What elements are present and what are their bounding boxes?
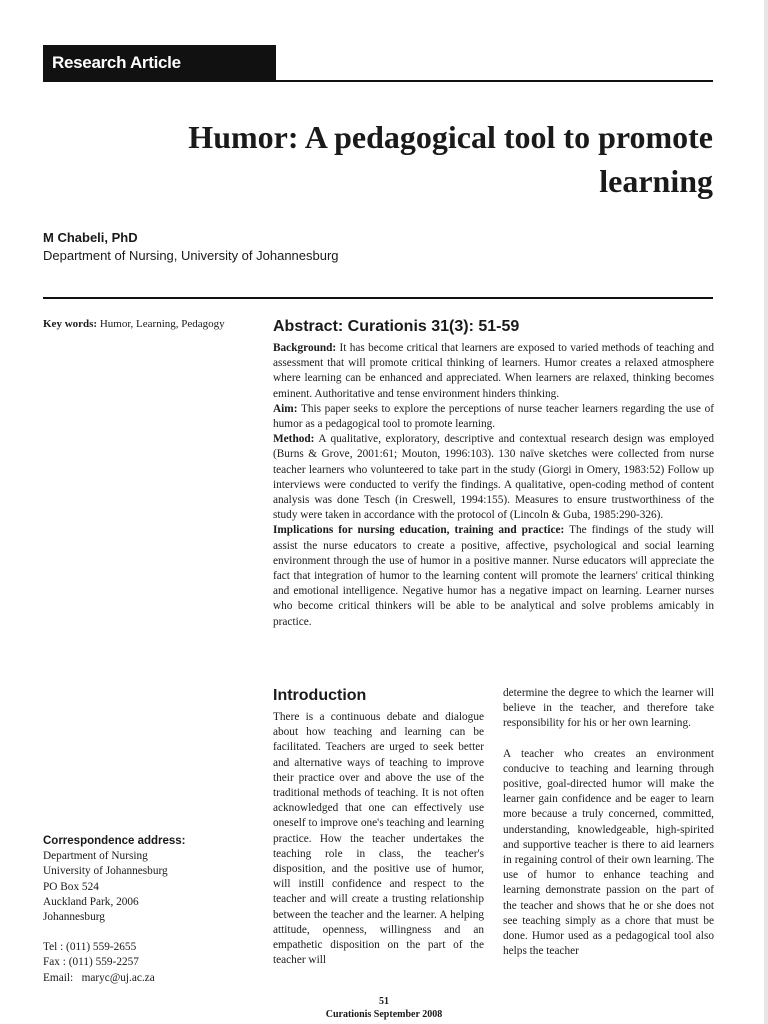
introduction-paragraph-2: determine the degree to which the learner will believe in the teacher, and therefore take responsibility for his or her own learning. bbox=[503, 687, 714, 730]
abstract-aim-label: Aim: bbox=[273, 402, 298, 415]
introduction-heading: Introduction bbox=[273, 687, 367, 704]
author-affiliation: Department of Nursing, University of Johannesburg bbox=[43, 248, 339, 263]
introduction-paragraph-3: A teacher who creates an environment conducive to teaching and learning through positive, goal-directed humor will make the learner gain confidence and be eager to learn more because a truly concerned, committed, understanding, knowledgeable, high-spirited and supportive teacher is there to aid learners in regaining control of their own learning. The use of humor to enhance teaching and learning demonstrate passion on the part of the teacher and shows that he or she does not see teaching simply as a chore that must be done. Humor used as a pedagogical tool also helps the teacher bbox=[503, 747, 714, 958]
abstract-heading: Abstract: Curationis 31(3): 51-59 bbox=[273, 318, 520, 335]
correspondence-line: Johannesburg bbox=[43, 911, 105, 924]
correspondence-email: Email: maryc@uj.ac.za bbox=[43, 971, 155, 984]
abstract-aim bbox=[273, 402, 714, 432]
correspondence-fax: Fax : (011) 559-2257 bbox=[43, 956, 139, 969]
correspondence-heading: Correspondence address: bbox=[43, 835, 186, 847]
abstract-implications-text: The findings of the study will assist the nurse educators to create a positive, affective, psychological and social learning environment through the use of humor in a positive manner. Nurse educators will appreciate the fact that integration of humor to the learning content will promote the learners' critical thinking and emotional intelligence. Negative humor has a negative impact on learning. Learner nurses who become critical thinkers will be able to be analytical and solve problems amicably in practice. bbox=[273, 524, 714, 628]
correspondence-tel: Tel : (011) 559-2655 bbox=[43, 941, 137, 954]
abstract-background bbox=[273, 341, 714, 402]
introduction-paragraph-1: There is a continuous debate and dialogue about how teaching and learning can be facilitated. Teachers are urged to seek better and alternative ways of teaching to improve their practice over and above the use of the traditional methods of teaching. It is not often acknowledged that one can effectively use oneself to improve one's teaching and learning practice. How the teacher undertakes the teaching role in class, the teacher's disposition, and the positive use of humor, will instill confidence and respect to the teacher and will create a trusting relationship between the teacher and the learner. A helping attitude, openness, willingness and an empathetic disposition on the part of the teacher will bbox=[273, 711, 484, 967]
abstract bbox=[273, 317, 714, 630]
abstract-method bbox=[273, 432, 714, 523]
abstract-aim-text: This paper seeks to explore the perceptions of nurse teacher learners regarding the use of humor as a pedagogical tool to promote learning. bbox=[273, 402, 714, 431]
correspondence-line: PO Box 524 bbox=[43, 880, 99, 893]
introduction-column-1 bbox=[273, 686, 484, 968]
keywords bbox=[43, 318, 225, 330]
article-type-banner: Research Article bbox=[43, 45, 276, 81]
author-name: M Chabeli, PhD bbox=[43, 230, 138, 245]
abstract-implications bbox=[273, 523, 714, 629]
abstract-background-text: It has become critical that learners are exposed to varied methods of teaching and assessment that will promote critical thinking of learners. Humor creates a relaxed atmosphere where learning can be enhanced and appreciated. When learners are relaxed, thinking becomes eminent. Authoritative and tense environment hinders thinking. bbox=[273, 342, 714, 400]
correspondence-address bbox=[43, 834, 186, 986]
correspondence-line: University of Johannesburg bbox=[43, 865, 168, 878]
correspondence-line: Department of Nursing bbox=[43, 850, 148, 863]
abstract-background-label: Background: bbox=[273, 342, 337, 354]
section-rule bbox=[43, 297, 713, 299]
journal-footer: Curationis September 2008 bbox=[325, 1009, 443, 1020]
article-title: Humor: A pedagogical tool to promote learning bbox=[188, 119, 713, 199]
keywords-value: Humor, Learning, Pedagogy bbox=[99, 318, 225, 330]
abstract-method-label: Method: bbox=[273, 433, 315, 446]
page-number: 51 bbox=[379, 996, 389, 1007]
introduction-column-2 bbox=[503, 686, 714, 959]
page-edge bbox=[764, 0, 768, 1024]
abstract-implications-label: Implications for nursing education, training and practice: bbox=[273, 524, 565, 537]
keywords-label: Key words: bbox=[43, 318, 98, 330]
correspondence-line: Auckland Park, 2006 bbox=[43, 895, 139, 908]
abstract-method-text: A qualitative, exploratory, descriptive and contextual research design was employed (Burns & Grove, 2001:61; Mouton, 1996:103). 130 naïve sketches were collected from nurse teacher learners who volunteered to take part in the study (Giorgi in Omery, 1983:52) Follow up interviews were conducted to verify the findings. A qualitative, open-coding method of content analysis was done Tesch (in Creswell, 1994:155). Measures to ensure trustworthiness of the study were taken in accordance with the protocol of (Lincoln & Guba, 1985:290-326). bbox=[273, 433, 715, 522]
header-rule bbox=[43, 80, 713, 82]
